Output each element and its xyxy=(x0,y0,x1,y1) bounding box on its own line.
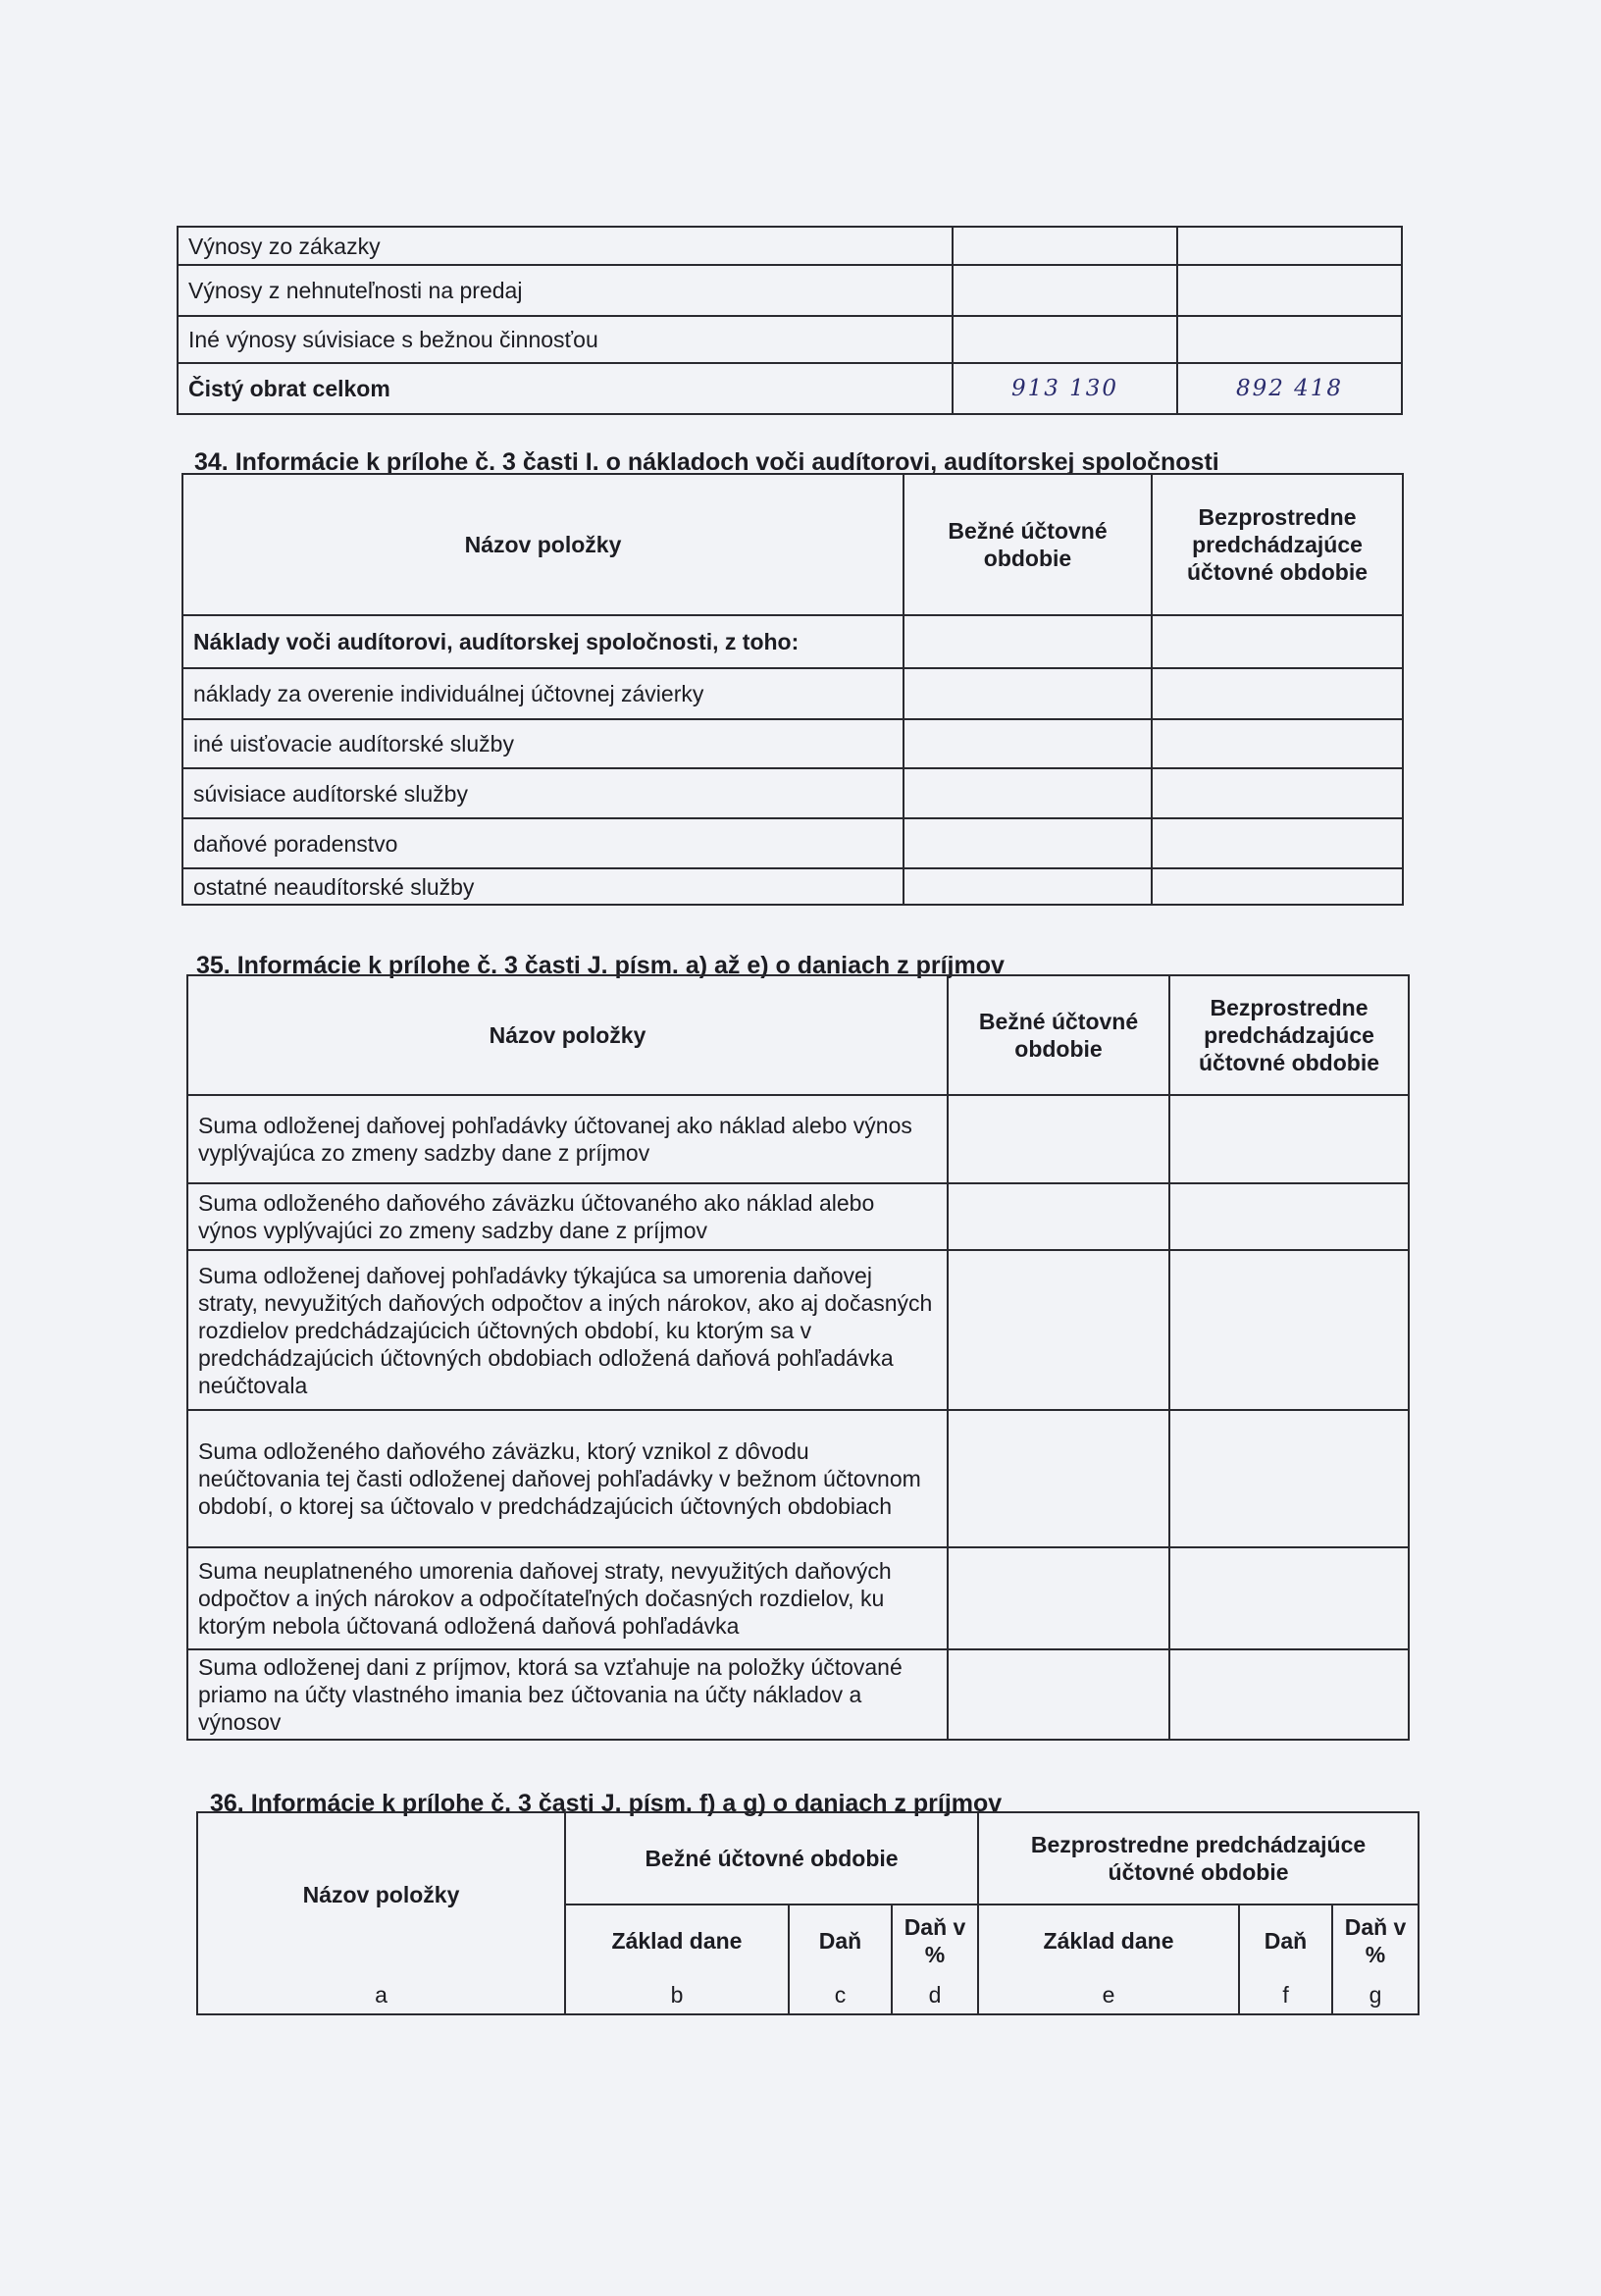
header-base-previous: Základ dane xyxy=(978,1905,1239,1975)
table-row xyxy=(178,265,1402,316)
row-label: Náklady voči audítorovi, audítorskej spoločnosti, z toho: xyxy=(182,615,904,668)
previous-value xyxy=(1177,316,1402,363)
header-tax-pct-current: Daň v % xyxy=(892,1905,978,1975)
column-letter: g xyxy=(1332,1975,1419,2014)
row-label: Suma odloženého daňového záväzku účtovaného ako náklad alebo výnos vyplývajúci zo zmeny sadzby dane z príjmov xyxy=(187,1183,948,1250)
header-tax-pct-previous: Daň v % xyxy=(1332,1905,1419,1975)
row-label: Suma odloženej dani z príjmov, ktorá sa vzťahuje na položky účtované priamo na účty vlastného imania bez účtovania na účty nákladov a výnosov xyxy=(187,1649,948,1740)
total-label: Čistý obrat celkom xyxy=(178,363,953,414)
table-row xyxy=(182,615,1403,668)
row-label: Suma odloženej daňovej pohľadávky účtovanej ako náklad alebo výnos vyplývajúca zo zmeny sadzby dane z príjmov xyxy=(187,1095,948,1183)
header-name: Názov položky xyxy=(182,474,904,615)
column-letter: a xyxy=(197,1975,565,2014)
header-previous-period: Bezprostredne predchádzajúce účtovné obdobie xyxy=(1152,474,1403,615)
table-header-row xyxy=(182,474,1403,615)
header-current-period: Bežné účtovné obdobie xyxy=(948,975,1169,1095)
header-previous-period: Bezprostredne predchádzajúce účtovné obdobie xyxy=(1169,975,1409,1095)
table-row xyxy=(187,1183,1409,1250)
header-previous-period: Bezprostredne predchádzajúce účtovné obdobie xyxy=(978,1812,1419,1905)
row-label: Suma odloženej daňovej pohľadávky týkajúca sa umorenia daňovej straty, nevyužitých daňových odpočtov a iných nárokov, ako aj dočasných rozdielov predchádzajúcich účtovných období, ku ktorým sa v predchádzajúcich účtovných obdobiach odložená daňová pohľadávka neúčtovala xyxy=(187,1250,948,1410)
table-row xyxy=(182,868,1403,905)
table-row xyxy=(182,818,1403,868)
table-header-row xyxy=(197,1812,1419,1905)
previous-value xyxy=(1177,227,1402,265)
table-row xyxy=(182,768,1403,818)
current-value xyxy=(953,265,1177,316)
column-letter: e xyxy=(978,1975,1239,2014)
table-row xyxy=(182,668,1403,719)
table-row xyxy=(187,1649,1409,1740)
table-row xyxy=(182,719,1403,768)
section-36-title: 36. Informácie k prílohe č. 3 časti J. písm. f) a g) o daniach z príjmov xyxy=(210,1790,1003,1817)
header-tax-current: Daň xyxy=(789,1905,892,1975)
row-label: súvisiace audítorské služby xyxy=(182,768,904,818)
table-row xyxy=(187,1547,1409,1649)
header-name: Názov položky xyxy=(187,975,948,1095)
row-label: daňové poradenstvo xyxy=(182,818,904,868)
section-35-title: 35. Informácie k prílohe č. 3 časti J. písm. a) až e) o daniach z príjmov xyxy=(196,952,1005,979)
table-row xyxy=(187,1095,1409,1183)
income-tax-table-a-e xyxy=(186,974,1410,1741)
table-header-row xyxy=(187,975,1409,1095)
row-label: Suma neuplatneného umorenia daňovej straty, nevyužitých daňových odpočtov a iných nárokov a odpočítateľných dočasných rozdielov, ku ktorým nebola účtovaná odložená daňová pohľadávka xyxy=(187,1547,948,1649)
table-row xyxy=(187,1250,1409,1410)
header-base-current: Základ dane xyxy=(565,1905,789,1975)
income-tax-table-f-g xyxy=(196,1811,1420,2015)
total-current-handwritten: 913 130 xyxy=(953,363,1177,414)
row-label: Výnosy z nehnuteľnosti na predaj xyxy=(178,265,953,316)
table-row xyxy=(178,316,1402,363)
row-label: Suma odloženého daňového záväzku, ktorý vznikol z dôvodu neúčtovania tej časti odloženej daňovej pohľadávky v bežnom účtovnom období, o ktorej sa účtovalo v predchádzajúcich účtovných obdobiach xyxy=(187,1410,948,1547)
row-label: Výnosy zo zákazky xyxy=(178,227,953,265)
column-letter: b xyxy=(565,1975,789,2014)
table-row xyxy=(178,227,1402,265)
auditor-costs-table xyxy=(181,473,1404,906)
column-letter: d xyxy=(892,1975,978,2014)
header-current-period: Bežné účtovné obdobie xyxy=(904,474,1152,615)
total-row xyxy=(178,363,1402,414)
column-letter: c xyxy=(789,1975,892,2014)
header-name: Názov položky xyxy=(197,1812,565,1975)
current-value xyxy=(953,316,1177,363)
header-tax-previous: Daň xyxy=(1239,1905,1332,1975)
previous-value xyxy=(1177,265,1402,316)
table-row xyxy=(187,1410,1409,1547)
column-letter-row xyxy=(197,1975,1419,2014)
total-previous-handwritten: 892 418 xyxy=(1177,363,1402,414)
column-letter: f xyxy=(1239,1975,1332,2014)
row-label: iné uisťovacie audítorské služby xyxy=(182,719,904,768)
current-value xyxy=(953,227,1177,265)
row-label: Iné výnosy súvisiace s bežnou činnosťou xyxy=(178,316,953,363)
section-34-title: 34. Informácie k prílohe č. 3 časti I. o nákladoch voči audítorovi, audítorskej spoločnosti xyxy=(194,448,1219,476)
revenue-table xyxy=(177,226,1403,415)
row-label: náklady za overenie individuálnej účtovnej závierky xyxy=(182,668,904,719)
row-label: ostatné neaudítorské služby xyxy=(182,868,904,905)
header-current-period: Bežné účtovné obdobie xyxy=(565,1812,978,1905)
